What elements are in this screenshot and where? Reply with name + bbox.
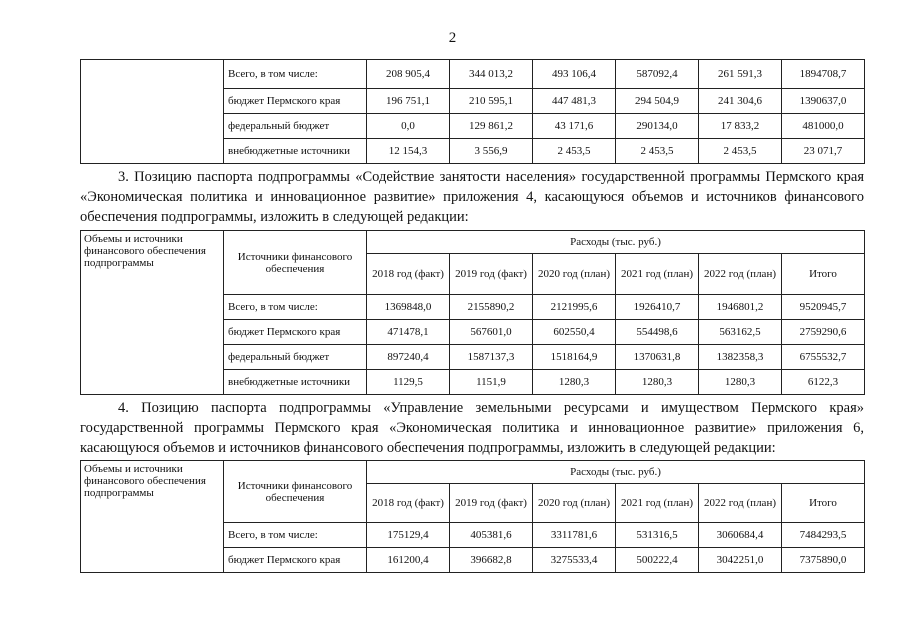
table-row [81, 60, 865, 89]
year-header: 2018 год (факт) [367, 484, 450, 523]
header-row [81, 461, 865, 484]
value-cell: 3275533,4 [533, 548, 616, 573]
column-header-volumes: Объемы и источники финансового обеспечения подпрограммы [81, 231, 224, 395]
value-cell: 1129,5 [367, 370, 450, 395]
value-cell: 2 453,5 [699, 139, 782, 164]
source-label: внебюджетные источники [224, 370, 367, 395]
value-cell: 1280,3 [699, 370, 782, 395]
value-cell: 196 751,1 [367, 89, 450, 114]
value-cell: 587092,4 [616, 60, 699, 89]
financing-table-3 [80, 460, 865, 573]
value-cell: 554498,6 [616, 320, 699, 345]
year-header: 2019 год (факт) [450, 484, 533, 523]
value-cell: 1280,3 [616, 370, 699, 395]
value-cell: 0,0 [367, 114, 450, 139]
value-cell: 6122,3 [782, 370, 865, 395]
source-label: Всего, в том числе: [224, 60, 367, 89]
value-cell: 1370631,8 [616, 345, 699, 370]
year-header: 2022 год (план) [699, 484, 782, 523]
value-cell: 1390637,0 [782, 89, 865, 114]
value-cell: 43 171,6 [533, 114, 616, 139]
value-cell: 6755532,7 [782, 345, 865, 370]
page-number: 2 [448, 30, 457, 46]
value-cell: 1894708,7 [782, 60, 865, 89]
value-cell: 471478,1 [367, 320, 450, 345]
empty-first-cell [81, 60, 224, 164]
year-header: 2021 год (план) [616, 254, 699, 295]
paragraph-3 [80, 167, 864, 227]
total-header: Итого [782, 254, 865, 295]
header-row [81, 231, 865, 254]
value-cell: 2 453,5 [533, 139, 616, 164]
value-cell: 1587137,3 [450, 345, 533, 370]
year-header: 2021 год (план) [616, 484, 699, 523]
source-label: бюджет Пермского края [224, 89, 367, 114]
value-cell: 3 556,9 [450, 139, 533, 164]
value-cell: 500222,4 [616, 548, 699, 573]
value-cell: 2 453,5 [616, 139, 699, 164]
value-cell: 2759290,6 [782, 320, 865, 345]
year-header: 2020 год (план) [533, 254, 616, 295]
value-cell: 210 595,1 [450, 89, 533, 114]
value-cell: 567601,0 [450, 320, 533, 345]
value-cell: 405381,6 [450, 523, 533, 548]
column-header-expenses: Расходы (тыс. руб.) [367, 461, 865, 484]
value-cell: 161200,4 [367, 548, 450, 573]
value-cell: 1369848,0 [367, 295, 450, 320]
column-header-volumes: Объемы и источники финансового обеспечения подпрограммы [81, 461, 224, 573]
value-cell: 7375890,0 [782, 548, 865, 573]
year-header: 2020 год (план) [533, 484, 616, 523]
value-cell: 1926410,7 [616, 295, 699, 320]
value-cell: 531316,5 [616, 523, 699, 548]
value-cell: 1151,9 [450, 370, 533, 395]
value-cell: 241 304,6 [699, 89, 782, 114]
financing-table-1 [80, 59, 865, 164]
value-cell: 481000,0 [782, 114, 865, 139]
value-cell: 897240,4 [367, 345, 450, 370]
value-cell: 1280,3 [533, 370, 616, 395]
value-cell: 129 861,2 [450, 114, 533, 139]
value-cell: 290134,0 [616, 114, 699, 139]
value-cell: 1946801,2 [699, 295, 782, 320]
column-header-expenses: Расходы (тыс. руб.) [367, 231, 865, 254]
value-cell: 2121995,6 [533, 295, 616, 320]
value-cell: 17 833,2 [699, 114, 782, 139]
source-label: внебюджетные источники [224, 139, 367, 164]
value-cell: 344 013,2 [450, 60, 533, 89]
value-cell: 175129,4 [367, 523, 450, 548]
value-cell: 12 154,3 [367, 139, 450, 164]
source-label: федеральный бюджет [224, 345, 367, 370]
value-cell: 563162,5 [699, 320, 782, 345]
source-label: бюджет Пермского края [224, 320, 367, 345]
column-header-sources: Источники финансового обеспечения [224, 461, 367, 523]
year-header: 2019 год (факт) [450, 254, 533, 295]
source-label: Всего, в том числе: [224, 523, 367, 548]
source-label: Всего, в том числе: [224, 295, 367, 320]
column-header-sources: Источники финансового обеспечения [224, 231, 367, 295]
year-header: 2018 год (факт) [367, 254, 450, 295]
value-cell: 3311781,6 [533, 523, 616, 548]
value-cell: 23 071,7 [782, 139, 865, 164]
source-label: бюджет Пермского края [224, 548, 367, 573]
source-label: федеральный бюджет [224, 114, 367, 139]
value-cell: 261 591,3 [699, 60, 782, 89]
value-cell: 3042251,0 [699, 548, 782, 573]
value-cell: 396682,8 [450, 548, 533, 573]
total-header: Итого [782, 484, 865, 523]
value-cell: 1518164,9 [533, 345, 616, 370]
value-cell: 7484293,5 [782, 523, 865, 548]
paragraph-4-text: 4. Позицию паспорта подпрограммы «Управление земельными ресурсами и имуществом Пермского края» государственной программы Пермского края «Экономическая политика и инновационное развитие» приложения 6, касающуюся объемов и источников финансового обеспечения подпрограммы, изложить в следующей редакции: [80, 400, 864, 456]
value-cell: 2155890,2 [450, 295, 533, 320]
value-cell: 1382358,3 [699, 345, 782, 370]
paragraph-3-text: 3. Позицию паспорта подпрограммы «Содействие занятости населения» государственной программы Пермского края «Экономическая политика и инновационное развитие» приложения 4, касающуюся объемов и источников финансового обеспечения подпрограммы, изложить в следующей редакции: [80, 169, 864, 225]
value-cell: 493 106,4 [533, 60, 616, 89]
value-cell: 9520945,7 [782, 295, 865, 320]
value-cell: 208 905,4 [367, 60, 450, 89]
value-cell: 447 481,3 [533, 89, 616, 114]
value-cell: 3060684,4 [699, 523, 782, 548]
value-cell: 602550,4 [533, 320, 616, 345]
value-cell: 294 504,9 [616, 89, 699, 114]
paragraph-4 [80, 398, 864, 458]
year-header: 2022 год (план) [699, 254, 782, 295]
financing-table-2 [80, 230, 865, 395]
